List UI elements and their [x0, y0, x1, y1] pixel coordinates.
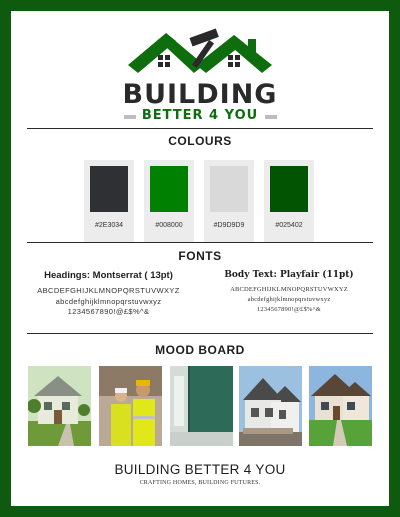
headings-font-label: Headings: Montserrat ( 13pt)	[44, 270, 173, 281]
divider-fonts	[27, 242, 373, 243]
footer-tagline: CRAFTING HOMES, BUILDING FUTURES.	[139, 480, 261, 486]
body-font-sample	[199, 270, 379, 315]
fonts-title: FONTS	[178, 249, 222, 263]
body-lowercase: abcdefghijklmnopqrstuvwxyz	[247, 296, 331, 303]
divider-mood-board	[27, 333, 373, 334]
brand-name: BUILDING	[122, 79, 278, 110]
colour-swatches	[84, 160, 344, 242]
headings-lowercase: abcdefghijklmnopqrstuvwxyz	[55, 296, 162, 306]
swatch-code: #2E3034	[94, 222, 124, 229]
mood-photo-green-interior	[170, 366, 233, 446]
mood-photo-finished-home	[309, 366, 372, 446]
swatch-chip	[90, 166, 128, 212]
headings-font-sample	[21, 270, 196, 318]
swatch-chip	[270, 166, 308, 212]
tagline-bar-right	[265, 115, 277, 119]
swatch-code: #025402	[275, 222, 303, 229]
body-font-label: Body Text: Playfair (11pt)	[224, 270, 354, 280]
brand-tagline: BETTER 4 YOU	[141, 108, 259, 123]
swatch-chip	[150, 166, 188, 212]
body-uppercase: ABCDEFGHIJKLMNOPQRSTUVWXYZ	[230, 286, 348, 293]
swatch-code: #008000	[155, 222, 183, 229]
mood-board-title: MOOD BOARD	[155, 343, 245, 357]
body-digits: 1234567890!@£$%^&	[256, 306, 322, 313]
swatch-dark-grey	[84, 160, 134, 242]
brand-tagline-row	[11, 108, 389, 124]
headings-digits: 1234567890!@£$%^&	[67, 307, 150, 316]
swatch-code: #D9D9D9	[213, 222, 245, 229]
mood-photo-builders	[99, 366, 162, 446]
colours-title: COLOURS	[168, 134, 232, 148]
swatch-dark-green	[264, 160, 314, 242]
footer-title: BUILDING BETTER 4 YOU	[114, 462, 286, 477]
house-roof-hammer-icon	[128, 25, 272, 83]
divider-colours	[27, 128, 373, 129]
swatch-light-grey	[204, 160, 254, 242]
mood-photo-construction	[239, 366, 302, 446]
brand-logo	[11, 25, 389, 125]
swatch-green	[144, 160, 194, 242]
headings-uppercase: ABCDEFGHIJKLMNOPQRSTUVWXYZ	[37, 286, 180, 295]
mood-photo-house-exterior	[28, 366, 91, 446]
swatch-chip	[210, 166, 248, 212]
